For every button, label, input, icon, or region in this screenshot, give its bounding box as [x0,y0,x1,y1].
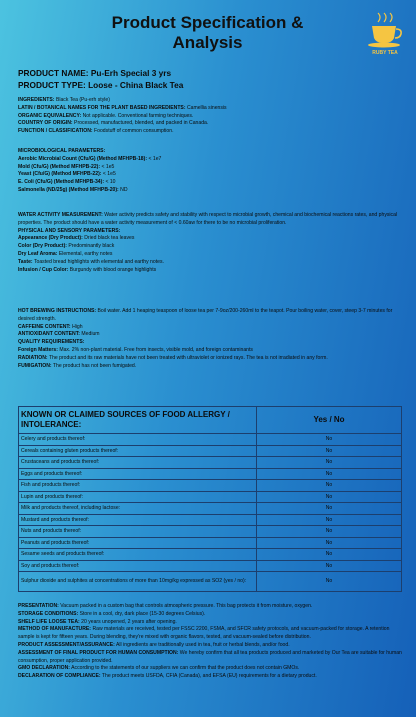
sensory-row: Taste: Toasted bread highlights with elemental and earthy notes. [18,258,164,265]
info-row: LATIN / BOTANICAL NAMES FOR THE PLANT BASED INGREDIENTS: Camellia sinensis [18,104,227,111]
table-row: Mustard and products thereof: No [19,514,402,526]
brewing-instructions: HOT BREWING INSTRUCTIONS: Boil water. Add 1 heaping teaspoon of loose tea per 7-9oz/200-260ml to the teapot. Pour boiling water, cover, steep 3-7 minutes for desired strength. [18,308,393,322]
product-type-row: PRODUCT TYPE: Loose - China Black Tea [18,79,184,90]
sensory-header: PHYSICAL AND SENSORY PARAMETERS: [18,227,121,234]
table-row: Lupin and products thereof: No [19,491,402,503]
footer-row: PRESENTATION: Vacuum packed in a custom bag that controls atmospheric pressure. This bag protects it from moisture, oxygen. [18,603,313,609]
footer-row: METHOD OF MANUFACTURE: Raw materials are received, tested per FSSC 2200, FSMA, and SFCR safety protocols, and vacuum-packed for storage. A retention sample is kept for fifteen years. During blending, they're mixed with organic flavors, tested, and vacuum-sealed before distribution. [18,626,390,641]
radiation: RADIATION: The product and its raw materials have not been treated with ultraviolet or ionized rays. The tea is not irradiated in any form. [18,354,328,361]
micro-row: Salmonella (ND/25g) (Method MFHPB-20): ND [18,186,128,193]
footer-row: ASSESSMENT OF FINAL PRODUCT FOR HUMAN CONSUMPTION: We hereby confirm that all tea products produced and marketed by Our Tea are suitable for human consumption, proper application provided. [18,649,402,664]
sensory-row: Appearance (Dry Product): Dried black tea leaves [18,235,135,242]
sensory-row: Infusion / Cup Color: Burgundy with blood orange highlights [18,266,157,273]
table-row: Fish and products thereof: No [19,480,402,492]
table-row: Celery and products thereof: No [19,434,402,446]
table-row: Cereals containing gluten products thereof: No [19,445,402,457]
table-row: Soy and products thereof: No [19,560,402,572]
info-row: FUNCTION / CLASSIFICATION: Foodstuff of common consumption. [18,128,174,135]
fumigation: FUMIGATION: The product has not been fumigated. [18,362,137,369]
table-row: Sulphur dioxide and sulphites at concentrations of more than 10mg/kg expressed as SO2 (yes / no): No [19,572,402,592]
water-activity: WATER ACTIVITY MEASUREMENT: Water activity predicts safety and stability with respect to microbial growth, chemical and biochemical reactions rates, and physical properties. The product should have a water activity measurement of < 0.60aw for there to be no microbial proliferation. [18,212,398,226]
foreign-matters: Foreign Matters: Max. 2% non-plant material. Free from insects, visible mold, and foreign contaminants [18,346,253,353]
table-row: Sesame seeds and products thereof: No [19,549,402,561]
footer-row: STORAGE CONDITIONS: Store in a cool, dry, dark place (15-30 degrees Celsius). [18,610,206,617]
footer-row: DECLARATION OF COMPLIANCE: The product meets USFDA, CFIA (Canada), and EFSA (EU) requirements for a dietary product. [18,673,317,680]
micro-row: E. Coli (Cfu/G) (Method MFHPB-34): < 10 [18,179,116,186]
sensory-row: Color (Dry Product): Predominantly black [18,243,115,250]
allergy-header-row [19,407,402,434]
footer-row: SHELF LIFE LOOSE TEA: 20 years unopened, 2 years after opening. [18,618,177,625]
table-row: Eggs and products thereof: No [19,468,402,480]
product-name-row: PRODUCT NAME: Pu-Erh Special 3 yrs [18,68,172,78]
svg-text:RUBY TEA: RUBY TEA [372,50,398,56]
table-row: Peanuts and products thereof: No [19,537,402,549]
footer-row: PRODUCT ASSESSMENT/ASSURANCE: All ingredients are traditionally used in tea, fruit or herbal blends, and/or food. [18,641,290,648]
info-block [18,97,402,136]
allergy-header: KNOWN OR CLAIMED SOURCES OF FOOD ALLERGY / INTOLERANCE: [19,407,257,434]
page-title: Product Specification & Analysis [111,13,304,52]
product-header [18,68,183,91]
footer-block [18,603,402,681]
yes-no-header: Yes / No [257,407,402,434]
info-row: ORGANIC EQUIVALENCY: Not applicable. Conventional farming techniques. [18,112,194,119]
antioxidant-content: ANTIOXIDANT CONTENT: Medium [18,331,100,338]
water-sensory-block [18,212,402,274]
info-row: INGREDIENTS: Black Tea (Pu-erh style) [18,97,110,103]
micro-header: MICROBIOLOGICAL PARAMETERS: [18,148,106,154]
table-row: Milk and products thereof, including lactose: No [19,503,402,515]
table-row: Nuts and products thereof: No [19,526,402,538]
allergy-table [18,406,402,592]
brewing-block [18,308,402,370]
quality-header: QUALITY REQUIREMENTS: [18,339,85,346]
micro-row: Mold (Cfu/G) (Method MFHPB-22): < 1e5 [18,163,115,170]
info-row: COUNTRY OF ORIGIN: Processed, manufactured, blended, and packed in Canada. [18,120,209,127]
micro-row: Yeast (Cfu/G) (Method MFHPB-22): < 1e5 [18,171,116,178]
micro-block [18,148,402,195]
sensory-row: Dry Leaf Aroma: Elemental, earthy notes [18,250,113,257]
footer-row: GMO DECLARATION: According to the statements of our suppliers we can confirm that the product does not contain GMOs. [18,665,300,672]
table-row: Crustaceans and products thereof: No [19,457,402,469]
micro-row: Aerobic Microbial Count (Cfu/G) (Method MFHPB-18): < 1e7 [18,155,162,162]
caffeine-content: CAFFEINE CONTENT: High [18,323,83,330]
brand-logo [360,8,410,58]
